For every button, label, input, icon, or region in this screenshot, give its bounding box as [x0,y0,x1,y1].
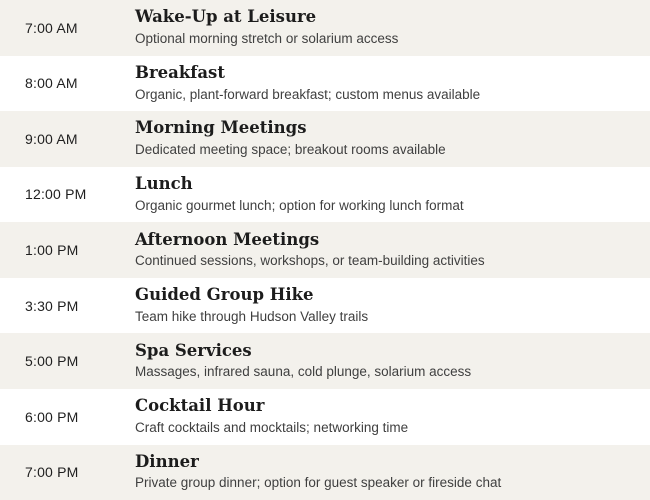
event-title: Spa Services [135,340,252,360]
event-title: Breakfast [135,62,225,82]
event-title: Afternoon Meetings [135,229,320,249]
time-label: 6:00 PM [25,408,79,425]
time-label: 9:00 AM [25,130,78,147]
event-title: Wake-Up at Leisure [135,7,317,27]
time-label: 8:00 AM [25,75,78,92]
event-title: Guided Group Hike [135,285,314,305]
schedule-row [0,111,650,167]
event-content [135,118,650,159]
event-content [135,63,650,104]
event-description: Optional morning stretch or solarium access [135,30,399,46]
event-content [135,7,650,48]
schedule-row [0,445,650,500]
event-description: Organic gourmet lunch; option for working lunch format [135,197,464,213]
event-title: Dinner [135,451,199,471]
time-label: 7:00 PM [25,464,79,481]
event-description: Private group dinner; option for guest speaker or fireside chat [135,475,502,491]
event-content [135,341,650,382]
schedule-row [0,278,650,334]
event-title: Morning Meetings [135,118,307,138]
schedule-row [0,56,650,112]
event-title: Cocktail Hour [135,396,265,416]
event-description: Dedicated meeting space; breakout rooms available [135,142,446,158]
event-description: Team hike through Hudson Valley trails [135,308,369,324]
event-description: Massages, infrared sauna, cold plunge, solarium access [135,364,472,380]
schedule-row [0,389,650,445]
schedule-row [0,222,650,278]
event-content [135,396,650,437]
time-label: 7:00 AM [25,19,78,36]
event-description: Craft cocktails and mocktails; networking time [135,419,409,435]
event-title: Lunch [135,174,193,194]
schedule-row [0,0,650,56]
event-content [135,230,650,271]
event-description: Organic, plant-forward breakfast; custom menus available [135,86,481,102]
event-content [135,174,650,215]
time-label: 12:00 PM [25,186,87,203]
schedule-row [0,167,650,223]
time-label: 1:00 PM [25,242,79,259]
time-label: 3:30 PM [25,297,79,314]
event-description: Continued sessions, workshops, or team-building activities [135,253,485,269]
event-content [135,452,650,493]
schedule-row [0,333,650,389]
event-content [135,285,650,326]
time-label: 5:00 PM [25,353,79,370]
